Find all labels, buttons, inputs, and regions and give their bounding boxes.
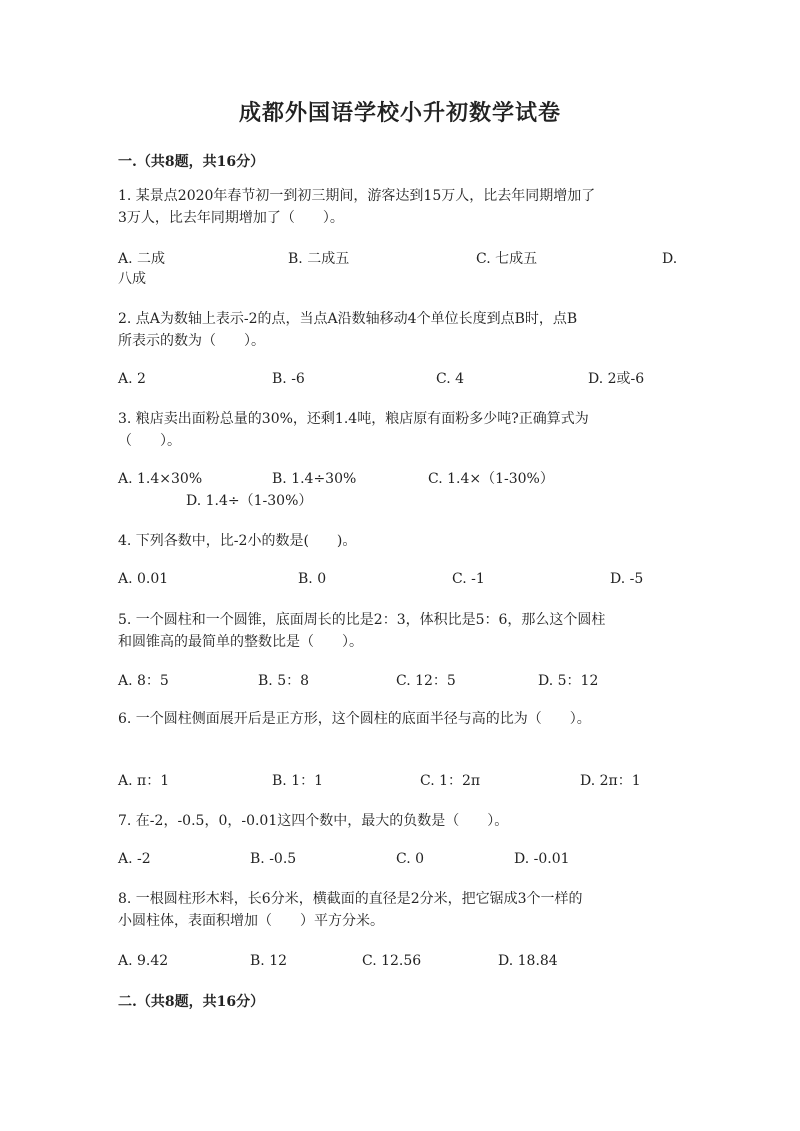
option-d[interactable]: D. -5 xyxy=(610,571,644,587)
option-b[interactable]: B. -0.5 xyxy=(250,851,297,867)
option-c[interactable]: C. 4 xyxy=(436,371,465,387)
option-b[interactable]: B. 0 xyxy=(298,571,327,587)
question-stem-line: （ ）。 xyxy=(118,433,181,449)
option-c[interactable]: C. 12：5 xyxy=(396,673,456,689)
option-c[interactable]: C. 1.4×（1-30%） xyxy=(428,471,554,487)
option-b[interactable]: B. 5：8 xyxy=(258,673,310,689)
option-a[interactable]: A. -2 xyxy=(118,851,151,867)
question-stem-line: 小圆柱体，表面积增加（ ）平方分米。 xyxy=(118,913,384,929)
option-d[interactable]: D. xyxy=(662,251,678,267)
option-a[interactable]: A. 8：5 xyxy=(118,673,169,689)
option-a[interactable]: A. 二成 xyxy=(118,251,166,267)
option-a[interactable]: A. 0.01 xyxy=(118,571,169,587)
question-stem-line: 5. 一个圆柱和一个圆锥，底面周长的比是2：3，体积比是5：6，那么这个圆柱 xyxy=(118,612,606,628)
option-c[interactable]: C. -1 xyxy=(452,571,485,587)
option-c[interactable]: C. 0 xyxy=(396,851,425,867)
option-c[interactable]: C. 1：2π xyxy=(420,773,481,789)
option-b[interactable]: B. 1.4÷30% xyxy=(272,471,357,487)
option-d-continued[interactable]: 八成 xyxy=(118,271,146,287)
question-stem-line: 8. 一根圆柱形木料，长6分米，横截面的直径是2分米，把它锯成3个一样的 xyxy=(118,891,583,907)
option-d[interactable]: D. -0.01 xyxy=(514,851,570,867)
option-b[interactable]: B. 12 xyxy=(250,953,288,969)
option-d[interactable]: D. 2π：1 xyxy=(580,773,641,789)
question-stem-line: 3万人，比去年同期增加了（ ）。 xyxy=(118,210,344,226)
option-d[interactable]: D. 1.4÷（1-30%） xyxy=(186,493,313,509)
question-stem-line: 6. 一个圆柱侧面展开后是正方形，这个圆柱的底面半径与高的比为（ ）。 xyxy=(118,711,591,727)
question-stem-line: 2. 点A为数轴上表示-2的点，当点A沿数轴移动4个单位长度到点B时，点B xyxy=(118,311,578,327)
option-b[interactable]: B. 二成五 xyxy=(288,251,350,267)
option-b[interactable]: B. -6 xyxy=(272,371,305,387)
question-stem-line: 3. 粮店卖出面粉总量的30%，还剩1.4吨，粮店原有面粉多少吨?正确算式为 xyxy=(118,411,589,427)
question-stem-line: 4. 下列各数中，比-2小的数是( )。 xyxy=(118,533,357,549)
option-c[interactable]: C. 七成五 xyxy=(476,251,538,267)
option-d[interactable]: D. 18.84 xyxy=(498,953,558,969)
question-stem-line: 1. 某景点2020年春节初一到初三期间，游客达到15万人，比去年同期增加了 xyxy=(118,188,596,204)
option-b[interactable]: B. 1：1 xyxy=(272,773,324,789)
option-d[interactable]: D. 5：12 xyxy=(538,673,599,689)
option-a[interactable]: A. 2 xyxy=(118,371,146,387)
option-a[interactable]: A. π：1 xyxy=(118,773,170,789)
option-c[interactable]: C. 12.56 xyxy=(362,953,422,969)
section-heading-2: 二.（共8题，共16分） xyxy=(118,994,265,1010)
section-heading-1: 一.（共8题，共16分） xyxy=(118,154,265,170)
question-stem-line: 和圆锥高的最简单的整数比是（ ）。 xyxy=(118,634,363,650)
page-title: 成都外国语学校小升初数学试卷 xyxy=(238,100,561,126)
question-stem-line: 所表示的数为（ ）。 xyxy=(118,333,265,349)
option-a[interactable]: A. 9.42 xyxy=(118,953,169,969)
option-a[interactable]: A. 1.4×30% xyxy=(118,471,203,487)
option-d[interactable]: D. 2或-6 xyxy=(588,371,645,387)
question-stem-line: 7. 在-2，-0.5，0，-0.01这四个数中，最大的负数是（ ）。 xyxy=(118,813,509,829)
